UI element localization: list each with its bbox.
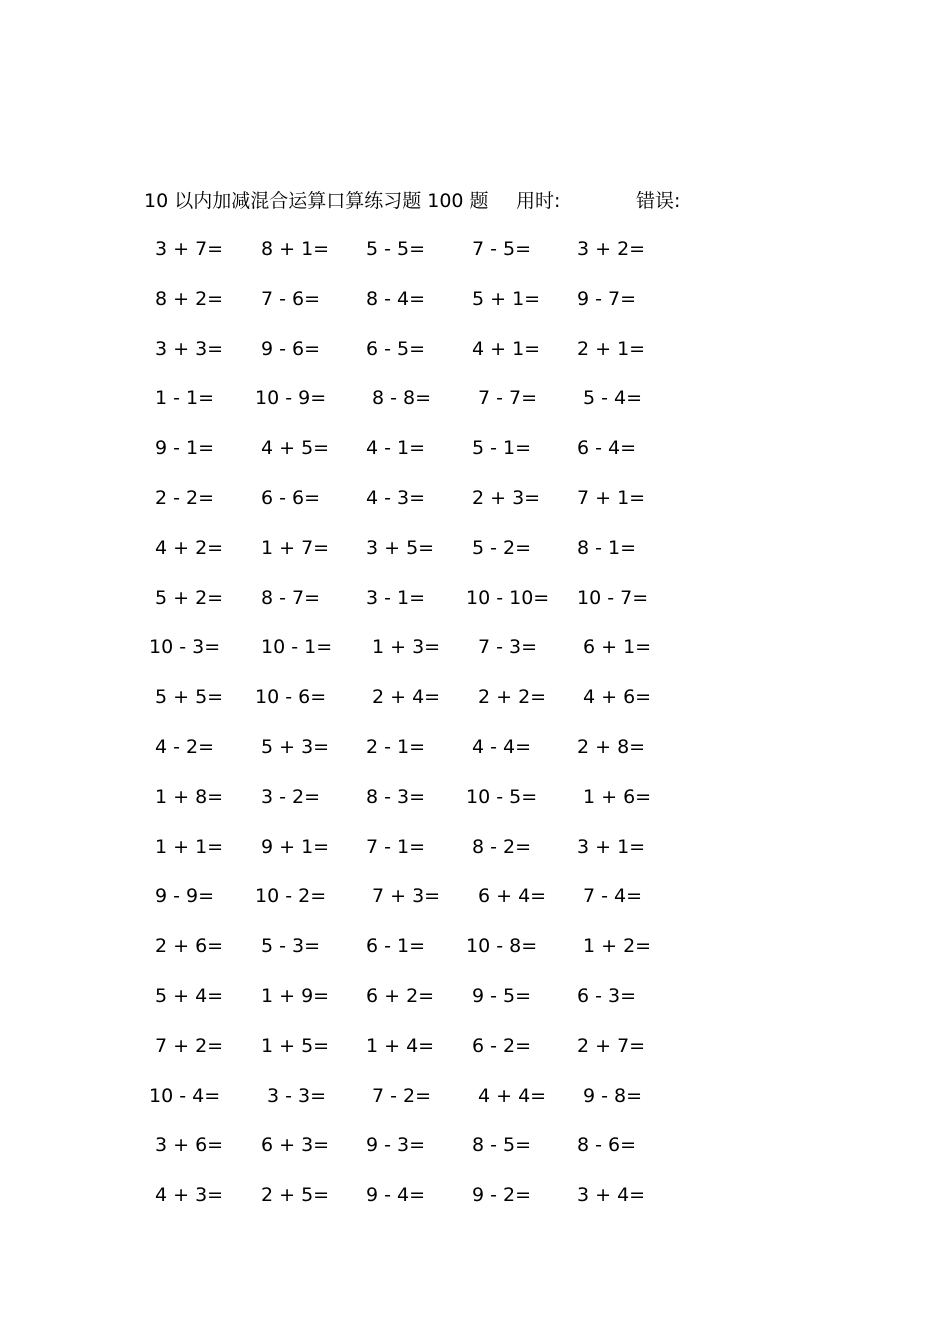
problem-cell: 10 - 5=: [466, 785, 538, 808]
problem-cell: 2 + 3=: [472, 486, 541, 509]
problem-cell: 4 + 1=: [472, 337, 541, 360]
problem-cell: 3 + 7=: [155, 238, 224, 260]
problem-cell: 2 + 2=: [478, 686, 547, 709]
problem-row: [144, 782, 704, 832]
problem-cell: 9 - 3=: [366, 1134, 426, 1157]
problem-cell: 3 - 3=: [267, 1084, 327, 1107]
problem-cell: 5 - 3=: [261, 935, 321, 958]
problem-cell: 5 + 4=: [155, 984, 224, 1007]
problem-cell: 3 + 3=: [155, 337, 224, 360]
problem-cell: 5 - 1=: [472, 437, 532, 460]
problem-cell: 3 - 2=: [261, 785, 321, 808]
problem-cell: 10 - 8=: [466, 935, 538, 958]
problem-cell: 10 - 1=: [261, 636, 333, 659]
problem-cell: 10 - 7=: [577, 586, 649, 609]
problem-row: [144, 832, 704, 882]
problem-cell: 4 + 3=: [155, 1184, 224, 1207]
problem-cell: 3 - 1=: [366, 586, 426, 609]
problem-cell: 10 - 2=: [255, 885, 327, 908]
problem-cell: 10 - 3=: [149, 636, 221, 659]
problem-cell: 6 - 6=: [261, 486, 321, 509]
problem-cell: 8 - 8=: [372, 387, 432, 410]
problem-cell: 7 - 3=: [478, 636, 538, 659]
problem-cell: 9 - 5=: [472, 984, 532, 1007]
problem-cell: 6 - 5=: [366, 337, 426, 360]
problem-cell: 1 - 1=: [155, 387, 215, 410]
problem-cell: 6 + 4=: [478, 885, 547, 908]
problem-cell: 2 + 1=: [577, 337, 646, 360]
problem-cell: 6 - 3=: [577, 984, 637, 1007]
problem-cell: 7 - 6=: [261, 287, 321, 310]
problem-cell: 8 - 3=: [366, 785, 426, 808]
problem-cell: 1 + 5=: [261, 1034, 330, 1057]
problem-cell: 1 + 6=: [583, 785, 652, 808]
problem-cell: 10 - 6=: [255, 686, 327, 709]
problem-row: [144, 732, 704, 782]
problem-row: [144, 981, 704, 1031]
problem-row: [144, 483, 704, 533]
problem-grid: [144, 234, 704, 1230]
problem-cell: 8 + 2=: [155, 287, 224, 310]
problem-cell: 5 + 1=: [472, 287, 541, 310]
problem-cell: 2 - 1=: [366, 735, 426, 758]
problem-cell: 8 - 6=: [577, 1134, 637, 1157]
problem-row: [144, 1130, 704, 1180]
problem-row: [144, 383, 704, 433]
problem-row: [144, 1081, 704, 1131]
problem-cell: 6 + 3=: [261, 1134, 330, 1157]
time-label: 用时:: [516, 190, 561, 212]
problem-cell: 1 + 2=: [583, 935, 652, 958]
problem-cell: 5 + 2=: [155, 586, 224, 609]
problem-cell: 2 + 4=: [372, 686, 441, 709]
problem-cell: 4 + 6=: [583, 686, 652, 709]
problem-cell: 2 + 8=: [577, 735, 646, 758]
problem-row: [144, 1031, 704, 1081]
problem-cell: 7 - 2=: [372, 1084, 432, 1107]
problem-cell: 3 + 4=: [577, 1184, 646, 1207]
problem-row: [144, 682, 704, 732]
problem-cell: 6 - 4=: [577, 437, 637, 460]
problem-row: [144, 632, 704, 682]
problem-cell: 1 + 9=: [261, 984, 330, 1007]
problem-cell: 5 - 2=: [472, 536, 532, 559]
problem-row: [144, 583, 704, 633]
problem-cell: 4 + 2=: [155, 536, 224, 559]
problem-cell: 6 - 1=: [366, 935, 426, 958]
problem-cell: 10 - 10=: [466, 586, 550, 609]
problem-row: [144, 1180, 704, 1230]
problem-cell: 3 + 1=: [577, 835, 646, 858]
problem-row: [144, 234, 704, 284]
problem-cell: 1 + 4=: [366, 1034, 435, 1057]
problem-cell: 9 - 2=: [472, 1184, 532, 1207]
problem-cell: 5 - 4=: [583, 387, 643, 410]
problem-cell: 7 - 1=: [366, 835, 426, 858]
problem-cell: 2 + 5=: [261, 1184, 330, 1207]
problem-cell: 5 + 5=: [155, 686, 224, 709]
problem-cell: 6 + 1=: [583, 636, 652, 659]
problem-cell: 8 - 7=: [261, 586, 321, 609]
problem-cell: 4 - 1=: [366, 437, 426, 460]
problem-cell: 9 - 8=: [583, 1084, 643, 1107]
problem-cell: 7 + 3=: [372, 885, 441, 908]
problem-row: [144, 433, 704, 483]
error-label: 错误:: [636, 190, 681, 212]
problem-cell: 2 + 7=: [577, 1034, 646, 1057]
problem-cell: 9 - 6=: [261, 337, 321, 360]
problem-cell: 9 - 4=: [366, 1184, 426, 1207]
problem-cell: 7 + 1=: [577, 486, 646, 509]
problem-cell: 8 - 5=: [472, 1134, 532, 1157]
problem-cell: 1 + 7=: [261, 536, 330, 559]
problem-cell: 2 - 2=: [155, 486, 215, 509]
problem-cell: 2 + 6=: [155, 935, 224, 958]
problem-cell: 9 - 9=: [155, 885, 215, 908]
problem-cell: 9 - 7=: [577, 287, 637, 310]
problem-row: [144, 931, 704, 981]
problem-row: [144, 881, 704, 931]
worksheet-title: 10 以内加减混合运算口算练习题 100 题: [144, 190, 489, 212]
problem-cell: 10 - 4=: [149, 1084, 221, 1107]
problem-cell: 6 + 2=: [366, 984, 435, 1007]
problem-cell: 7 - 7=: [478, 387, 538, 410]
problem-row: [144, 284, 704, 334]
problem-cell: 5 - 5=: [366, 238, 426, 260]
problem-cell: 4 - 2=: [155, 735, 215, 758]
problem-cell: 4 - 4=: [472, 735, 532, 758]
problem-cell: 3 + 5=: [366, 536, 435, 559]
problem-cell: 8 - 4=: [366, 287, 426, 310]
problem-cell: 10 - 9=: [255, 387, 327, 410]
worksheet-header: [144, 186, 844, 216]
problem-cell: 7 + 2=: [155, 1034, 224, 1057]
problem-cell: 3 + 2=: [577, 238, 646, 260]
problem-cell: 6 - 2=: [472, 1034, 532, 1057]
problem-cell: 8 + 1=: [261, 238, 330, 260]
problem-cell: 7 - 5=: [472, 238, 532, 260]
problem-cell: 4 + 4=: [478, 1084, 547, 1107]
problem-cell: 9 - 1=: [155, 437, 215, 460]
problem-cell: 4 - 3=: [366, 486, 426, 509]
problem-row: [144, 334, 704, 384]
problem-cell: 8 - 1=: [577, 536, 637, 559]
problem-cell: 8 - 2=: [472, 835, 532, 858]
problem-cell: 3 + 6=: [155, 1134, 224, 1157]
problem-cell: 4 + 5=: [261, 437, 330, 460]
problem-row: [144, 533, 704, 583]
problem-cell: 1 + 1=: [155, 835, 224, 858]
problem-cell: 7 - 4=: [583, 885, 643, 908]
problem-cell: 9 + 1=: [261, 835, 330, 858]
problem-cell: 5 + 3=: [261, 735, 330, 758]
problem-cell: 1 + 8=: [155, 785, 224, 808]
problem-cell: 1 + 3=: [372, 636, 441, 659]
